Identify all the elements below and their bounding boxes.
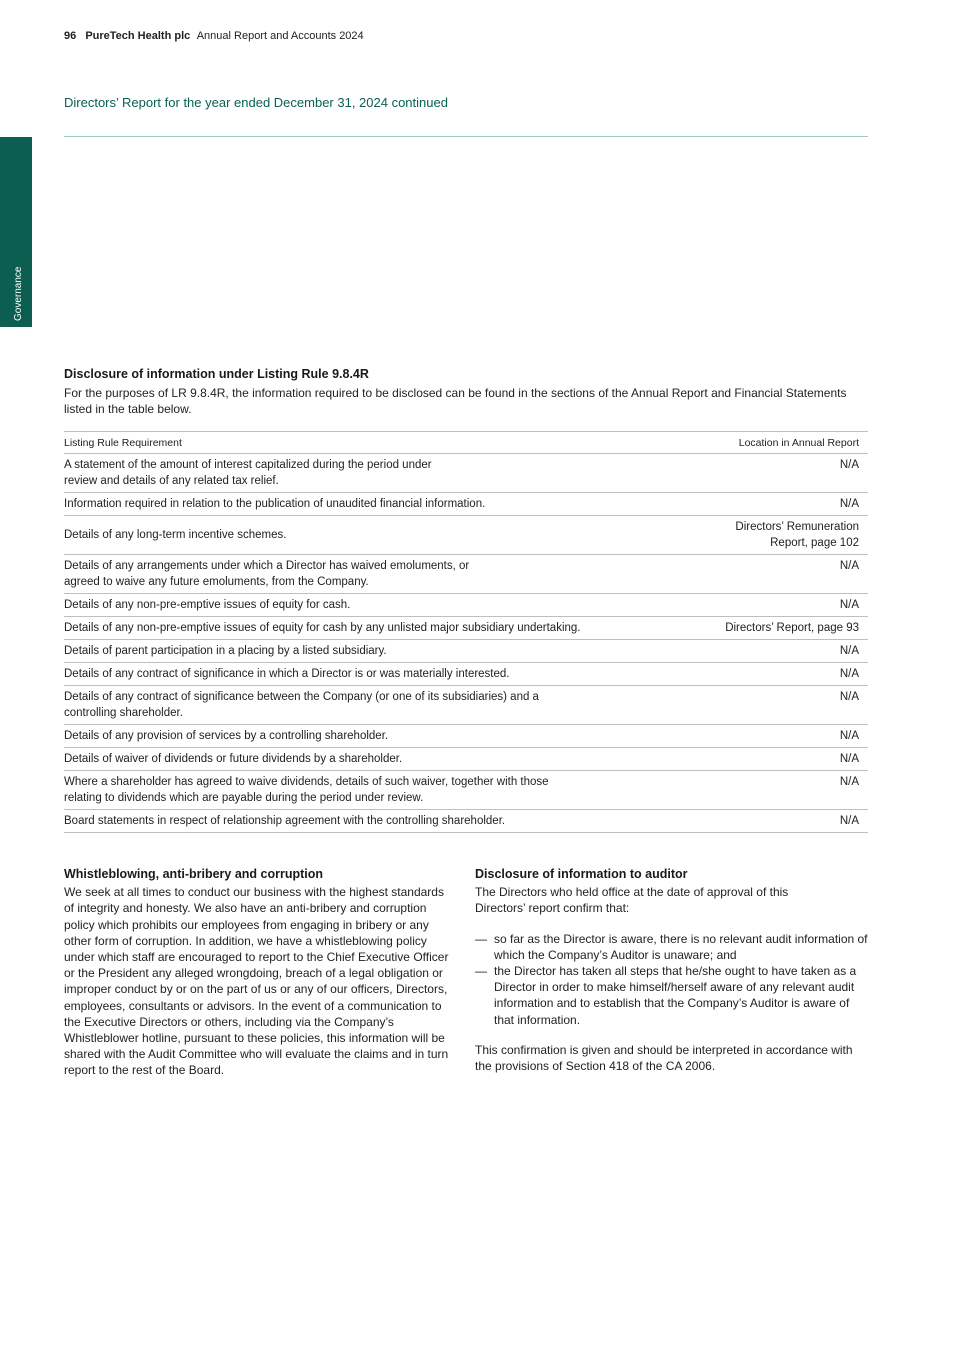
company-name: PureTech Health plc xyxy=(85,30,191,42)
location-text: N/A xyxy=(839,691,859,703)
table-row xyxy=(64,493,868,516)
requirement-cell xyxy=(64,771,714,810)
table-row xyxy=(64,516,868,555)
whistleblowing-body: We seek at all times to conduct our business with the highest standards of integrity and honesty. We also have an anti-bribery and corruption policy which prohibits our employees from engaging in bribery or any other form of corruption. In addition, we have a whistleblowing policy under which staff are encouraged to report to the Chief Executive Officer or the President any alleged wrongdoing, breach of a legal obligation or improper conduct by or on the part of us or any of our officers, Directors, employees, consultants or advisors. In the event of a communication to the Executive Directors or others, including via the Company’s Whistleblower hotline, pursuant to these policies, this information will be shared with the Audit Committee who will evaluate the claims and in turn report to the rest of the Board. xyxy=(64,885,449,1078)
location-text: N/A xyxy=(839,730,859,742)
requirement-cell xyxy=(64,594,714,617)
requirement-cell xyxy=(64,555,714,594)
page-header xyxy=(64,30,364,42)
location-cell xyxy=(714,810,868,833)
disclosure-intro: For the purposes of LR 9.8.4R, the information required to be disclosed can be found in the sections of the Annual Report and Financial Statements listed in the table below. xyxy=(64,386,847,416)
requirement-cell xyxy=(64,617,714,640)
table-row xyxy=(64,810,868,833)
table-row xyxy=(64,617,868,640)
location-text: N/A xyxy=(839,776,859,788)
requirement-text: Details of waiver of dividends or future dividends by a shareholder. xyxy=(64,753,403,765)
location-cell xyxy=(714,555,868,594)
location-cell xyxy=(714,516,868,555)
location-text: Directors’ Remuneration Report, page 102 xyxy=(735,521,859,549)
requirement-cell xyxy=(64,640,714,663)
location-text: N/A xyxy=(839,599,859,611)
requirement-text: Details of parent participation in a placing by a listed subsidiary. xyxy=(64,645,387,657)
column-header-location: Location in Annual Report xyxy=(714,432,868,454)
requirement-cell xyxy=(64,516,714,555)
location-cell xyxy=(714,748,868,771)
location-text: N/A xyxy=(839,560,859,572)
location-cell xyxy=(714,640,868,663)
whistleblowing-section xyxy=(64,866,454,1079)
table-row xyxy=(64,748,868,771)
requirement-text: Board statements in respect of relationship agreement with the controlling shareholder. xyxy=(64,815,506,827)
location-text: N/A xyxy=(839,668,859,680)
whistleblowing-heading: Whistleblowing, anti-bribery and corruption xyxy=(64,867,324,881)
auditor-intro: The Directors who held office at the date of approval of this Directors’ report confirm that: xyxy=(475,885,789,916)
table-row xyxy=(64,663,868,686)
location-cell xyxy=(714,454,868,493)
requirement-text: Details of any non-pre-emptive issues of equity for cash by any unlisted major subsidiary undertaking. xyxy=(64,622,581,634)
requirement-text: Where a shareholder has agreed to waive dividends, details of such waiver, together with those relating to dividends which are payable during the period under review. xyxy=(64,776,549,804)
requirement-text: Details of any arrangements under which a Director has waived emoluments, or agreed to waive any future emoluments, from the Company. xyxy=(64,560,470,588)
table-row xyxy=(64,454,868,493)
bullet-dash: — xyxy=(475,931,487,946)
auditor-heading: Disclosure of information to auditor xyxy=(475,867,688,881)
location-cell xyxy=(714,686,868,725)
location-cell xyxy=(714,594,868,617)
section-title: Directors’ Report for the year ended December 31, 2024 continued xyxy=(64,95,448,110)
location-text: N/A xyxy=(839,815,859,827)
table-row xyxy=(64,555,868,594)
requirement-cell xyxy=(64,493,714,516)
title-divider xyxy=(64,136,868,137)
auditor-bullet-list xyxy=(475,931,868,1028)
side-tab xyxy=(0,137,32,327)
requirement-text: Details of any contract of significance in which a Director is or was materially interested. xyxy=(64,668,510,680)
location-text: N/A xyxy=(839,753,859,765)
bullet-text: the Director has taken all steps that he/she ought to have taken as a Director in order to make himself/herself aware of any relevant audit information and to establish that the Company’s Auditor is aware of that information. xyxy=(494,964,857,1027)
requirement-text: A statement of the amount of interest capitalized during the period under review and details of any related tax relief. xyxy=(64,459,432,487)
disclosure-section xyxy=(64,366,868,417)
requirement-text: Details of any contract of significance between the Company (or one of its subsidiaries) and a controlling shareholder. xyxy=(64,691,539,719)
list-item xyxy=(475,931,868,963)
table-row xyxy=(64,771,868,810)
requirement-cell xyxy=(64,686,714,725)
auditor-confirmation: This confirmation is given and should be interpreted in accordance with the provisions of Section 418 of the CA 2006. xyxy=(475,1042,853,1074)
location-text: N/A xyxy=(839,459,859,471)
location-cell xyxy=(714,493,868,516)
column-header-requirement: Listing Rule Requirement xyxy=(64,432,714,454)
page-number: 96 xyxy=(64,30,77,42)
table-header-row xyxy=(64,432,868,454)
table-row xyxy=(64,686,868,725)
listing-rule-table xyxy=(64,431,868,833)
location-cell xyxy=(714,725,868,748)
auditor-section xyxy=(475,866,868,1074)
table-row xyxy=(64,640,868,663)
requirement-cell xyxy=(64,454,714,493)
list-item xyxy=(475,963,868,1028)
requirement-text: Details of any non-pre-emptive issues of equity for cash. xyxy=(64,599,351,611)
bullet-dash: — xyxy=(475,964,487,979)
location-cell xyxy=(714,771,868,810)
side-tab-label: Governance xyxy=(13,266,24,321)
table-row xyxy=(64,725,868,748)
requirement-text: Information required in relation to the publication of unaudited financial information. xyxy=(64,498,486,510)
requirement-cell xyxy=(64,725,714,748)
location-text: N/A xyxy=(839,645,859,657)
bullet-text: so far as the Director is aware, there is no relevant audit information of which the Company’s Auditor is unaware; and xyxy=(494,931,868,962)
report-name: Annual Report and Accounts 2024 xyxy=(196,30,364,42)
location-cell xyxy=(714,663,868,686)
requirement-cell xyxy=(64,663,714,686)
requirement-text: Details of any provision of services by a controlling shareholder. xyxy=(64,730,389,742)
requirement-cell xyxy=(64,748,714,771)
requirement-text: Details of any long-term incentive schemes. xyxy=(64,529,287,541)
location-cell xyxy=(714,617,868,640)
location-text: Directors’ Report, page 93 xyxy=(725,622,859,634)
location-text: N/A xyxy=(839,498,859,510)
table-row xyxy=(64,594,868,617)
disclosure-heading: Disclosure of information under Listing Rule 9.8.4R xyxy=(64,367,369,381)
requirement-cell xyxy=(64,810,714,833)
